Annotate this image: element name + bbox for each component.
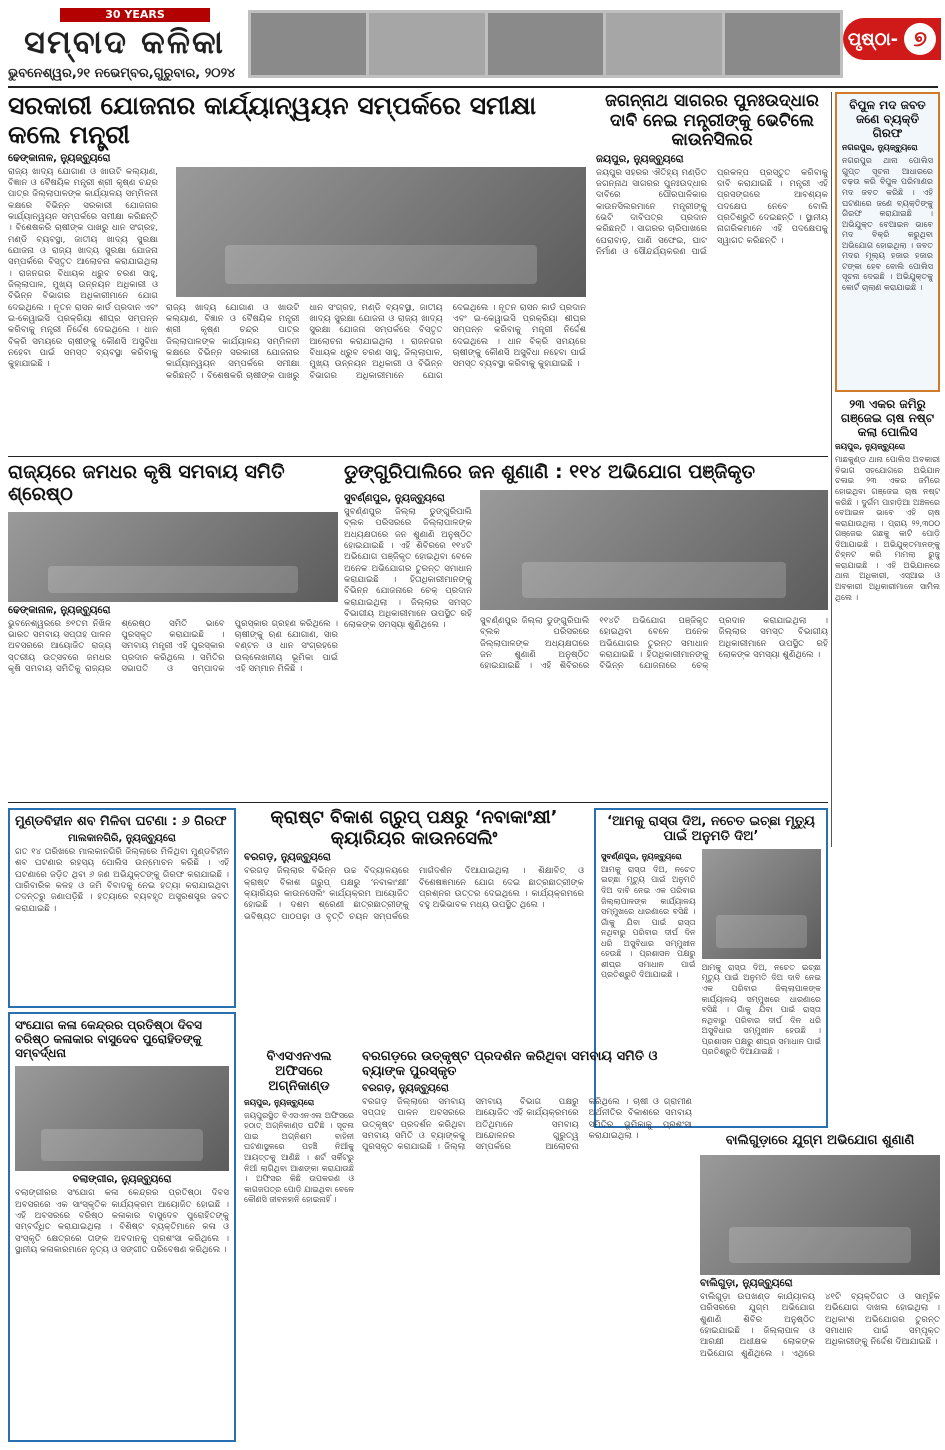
page-label: ପୃଷ୍ଠା- — [847, 28, 899, 50]
banner-photo-art — [606, 13, 721, 75]
byline: ବରଗଡ଼, ନ୍ୟୁଜ୍‌ବ୍ୟୁରୋ — [362, 1082, 449, 1094]
masthead-rule — [8, 86, 938, 88]
article-body: ନଗରପୁର ଥାନା ପୋଲିସ ଗୁପ୍ତ ସୂଚନା ଆଧାରରେ ଚଢ଼ଉ କରି ବିପୁଳ ପରିମାଣର ମଦ ଜବତ କରିଛି । ଏହି ଘଟଣାରେ ଜଣେ ବ୍ୟକ୍ତିଙ୍କୁ ଗିରଫ କରାଯାଇଛି । ଅଭିଯୁକ୍ତ ବେଆଇନ ଭାବେ ମଦ ବିକ୍ରି କରୁଥିବା ଅଭିଯୋଗ ହୋଇଥିଲା । ଜବତ ମଦର ମୂଲ୍ୟ ହଜାର ହଜାର ଟଙ୍କା ହେବ ବୋଲି ପୋଲିସ ସୂଚନା ଦେଇଛି । ଅଭିଯୁକ୍ତକୁ କୋର୍ଟ ଚାଲାଣ କରାଯାଇଛି । — [842, 156, 933, 292]
section-rule — [8, 802, 828, 803]
headline: ମୁଣ୍ଡବିହୀନ ଶବ ମିଳିବା ଘଟଣା : ୬ ଗିରଫ — [15, 814, 227, 829]
photo-meeting — [176, 167, 586, 297]
article-bargarh-cooperative-awards — [362, 1050, 692, 1442]
article-body: ବରଗଡ଼ ଜିଲ୍ଲାରେ ସମବାୟ ସପ୍ତାହ ପାଳନ ଅବସରରେ ଉତ୍କୃଷ୍ଟ ପ୍ରଦର୍ଶନ କରିଥିବା ସମବାୟ ସମିତି ଓ ବ୍ୟାଙ୍କକୁ ପୁରସ୍କୃତ କରାଯାଇଛି । ଜିଲ୍ଲା ସମବାୟ ବିଭାଗ ପକ୍ଷରୁ ଆୟୋଜିତ ଏହି କାର୍ଯ୍ୟକ୍ରମରେ ଅତିଥିମାନେ ସମବାୟ ଆନ୍ଦୋଳନର ଗୁରୁତ୍ୱ ସମ୍ପର୍କରେ ଆଲୋଚନା କରିଥିଲେ । ଚାଷୀ ଓ ଗ୍ରାମୀଣ ଅର୍ଥନୀତିର ବିକାଶରେ ସମବାୟ ସମିତିର ଭୂମିକାକୁ ପ୍ରଶଂସା କରାଯାଇଥିଲା । — [362, 1096, 692, 1153]
byline: ମାଲକାନଗିରି, ନ୍ୟୁଜ୍‌ବ୍ୟୁରୋ — [68, 832, 176, 844]
article-body: ଆମକୁ ରାସ୍ତା ଦିଅ, ନଚେତ ଇଚ୍ଛା ମୃତ୍ୟୁ ପାଇଁ ଅନୁମତି ଦିଅ ଦାବି ନେଇ ଏକ ପରିବାର ଜିଲ୍ଲାପାଳଙ୍କ କାର୍ଯ୍ୟାଳୟ ସମ୍ମୁଖରେ ଧାରଣାରେ ବସିଛି । ଗାଁକୁ ଯିବା ପାଇଁ ରାସ୍ତା ନଥିବାରୁ ପରିବାର ଦୀର୍ଘ ଦିନ ଧରି ଅସୁବିଧାର ସମ୍ମୁଖୀନ ହେଉଛି । ପ୍ରଶାସନ ପକ୍ଷରୁ ଶୀଘ୍ର ସମାଧାନ ପାଇଁ ପ୍ରତିଶ୍ରୁତି ଦିଆଯାଇଛି । — [601, 864, 696, 980]
article-cooperative-best — [8, 462, 338, 797]
column-rule — [831, 92, 832, 847]
article-body-continued: ସୁବର୍ଣ୍ଣପୁର ଜିଲ୍ଲା ଡୁଙ୍ଗୁରିପାଲି ବ୍ଲକ ପରିସରରେ ଜିଲ୍ଲାପାଳଙ୍କ ଅଧ୍ୟକ୍ଷତାରେ ଜନ ଶୁଣାଣି ଅନୁଷ୍ଠିତ ହୋଇଯାଇଛି । ଏହି ଶିବିରରେ ୧୧୪ଟି ଅଭିଯୋଗ ପଞ୍ଜିକୃତ ହୋଇଥିବା ବେଳେ ଅନେକ ଅଭିଯୋଗର ତୁରନ୍ତ ସମାଧାନ କରାଯାଇଛି । ହିତାଧିକାରୀମାନଙ୍କୁ ବିଭିନ୍ନ ଯୋଜନାରେ ଚେକ୍ ପ୍ରଦାନ କରାଯାଇଥିଲା । ଜିଲ୍ଲାର ସମସ୍ତ ବିଭାଗୀୟ ଅଧିକାରୀମାନେ ଉପସ୍ଥିତ ରହି ଲୋକଙ୍କ ସମସ୍ୟା ଶୁଣିଥିଲେ । — [480, 615, 828, 672]
headline: ସରକାରୀ ଯୋଜନାର କାର୍ଯ୍ୟାନ୍ୱୟନ ସମ୍ପର୍କରେ ସମୀକ୍ଷା କଲେ ମନ୍ତ୍ରୀ — [8, 92, 537, 149]
byline: ବରଗଡ଼, ନ୍ୟୁଜ୍‌ବ୍ୟୁରୋ — [244, 852, 331, 864]
article-headless-body — [8, 808, 236, 1008]
photo-award-ceremony — [8, 512, 338, 602]
article-body-continued: ରାଜ୍ୟ ଖାଦ୍ୟ ଯୋଗାଣ ଓ ଖାଉଟି କଲ୍ୟାଣ, ବିଜ୍ଞାନ ଓ ବୈଷୟିକ ମନ୍ତ୍ରୀ ଶ୍ରୀ କୃଷ୍ଣ ଚନ୍ଦ୍ର ପାତ୍ର ଜିଲ୍ଲାପାଳଙ୍କ କାର୍ଯ୍ୟାଳୟ ସମ୍ମିଳନୀ କକ୍ଷରେ ବିଭିନ୍ନ ସରକାରୀ ଯୋଜନାର କାର୍ଯ୍ୟାନ୍ୱୟନ ସମ୍ପର୍କରେ ସମୀକ୍ଷା କରିଛନ୍ତି । ବିଶେଷକରି ଚାଷୀଙ୍କ ପାଖରୁ ଧାନ ସଂଗ୍ରହ, ମଣ୍ଡି ବ୍ୟବସ୍ଥା, ଜାତୀୟ ଖାଦ୍ୟ ସୁରକ୍ଷା ଯୋଜନା ଓ ରାଜ୍ୟ ଖାଦ୍ୟ ସୁରକ୍ଷା ଯୋଜନା ସମ୍ପର୍କରେ ବିସ୍ତୃତ ଆଲୋଚନା କରାଯାଇଥିଲା । ରାଜନଗର ବିଧାୟକ ଧ୍ରୁବ ଚରଣ ସାହୁ, ଜିଲ୍ଲାପାଳ, ମୁଖ୍ୟ ଉନ୍ନୟନ ଅଧିକାରୀ ଓ ବିଭିନ୍ନ ବିଭାଗର ଅଧିକାରୀମାନେ ଯୋଗ ଦେଇଥିଲେ । ନୂତନ ରାସନ କାର୍ଡ ପ୍ରଦାନ ଏବଂ ଇ-କେୱାଇସି ପ୍ରକ୍ରିୟା ଶୀଘ୍ର ସମ୍ପନ୍ନ କରିବାକୁ ମନ୍ତ୍ରୀ ନିର୍ଦ୍ଦେଶ ଦେଇଥିଲେ । ଧାନ ବିକ୍ରି ସମୟରେ ଚାଷୀଙ୍କୁ କୌଣସି ଅସୁବିଧା ନହେବା ପାଇଁ ସମସ୍ତ ବ୍ୟବସ୍ଥା କରିବାକୁ କୁହାଯାଇଛି । — [166, 302, 586, 381]
article-body: ବଲାଙ୍ଗୀରର ସଂଯୋଗ କଳା କେନ୍ଦ୍ରର ପ୍ରତିଷ୍ଠା ଦିବସ ଅବସରରେ ଏକ ସାଂସ୍କୃତିକ କାର୍ଯ୍ୟକ୍ରମ ଆୟୋଜିତ ହୋଇଛି । ଏହି ଅବସରରେ ବରିଷ୍ଠ କଳାକାର ବାସୁଦେବ ପୁରୋହିତଙ୍କୁ ସମ୍ବର୍ଦ୍ଧିତ କରାଯାଇଥିଲା । ବିଶିଷ୍ଟ ବ୍ୟକ୍ତିମାନେ କଳା ଓ ସଂସ୍କୃତି କ୍ଷେତ୍ରରେ ତାଙ୍କ ଅବଦାନକୁ ପ୍ରଶଂସା କରିଥିଲେ । ସ୍ଥାନୀୟ କଳାକାରମାନେ ନୃତ୍ୟ ଓ ସଙ୍ଗୀତ ପରିବେଷଣ କରିଥିଲେ । — [15, 1188, 229, 1256]
article-jagannath-sagar — [596, 92, 828, 452]
article-body: ଗତ ୧୪ ତାରିଖରେ ମାଲକାନଗିରି ଜିଲ୍ଲାରେ ମିଳିଥିବା ମୁଣ୍ଡବିହୀନ ଶବ ଘଟଣାର ରହସ୍ୟ ପୋଲିସ ଉନ୍ମୋଚନ କରିଛି । ଏହି ଘଟଣାରେ ଜଡ଼ିତ ଥିବା ୬ ଜଣ ଅଭିଯୁକ୍ତଙ୍କୁ ଗିରଫ କରାଯାଇଛି । ପାରିବାରିକ କଳହ ଓ ଜମି ବିବାଦକୁ ନେଇ ହତ୍ୟା କରାଯାଇଥିବା ତଦନ୍ତରୁ ଜଣାପଡ଼ିଛି । ହତ୍ୟାରେ ବ୍ୟବହୃତ ଅସ୍ତ୍ରଶସ୍ତ୍ର ଜବତ କରାଯାଇଛି । — [15, 846, 229, 914]
photo-grievance-hearing — [700, 1155, 940, 1275]
headline: ବାଲିଗୁଡ଼ାରେ ଯୁଗ୍ମ ଅଭିଯୋଗ ଶୁଣାଣି — [725, 1134, 915, 1148]
newspaper-logo: ସମ୍ବାଦ କଳିକା — [24, 23, 225, 61]
article-body: ଭୁବନେଶ୍ୱରରେ ୭୧ତମ ନିଖିଳ ଭାରତ ସମବାୟ ସପ୍ତାହ ପାଳନ ଅବସରରେ ଆୟୋଜିତ ରାଜ୍ୟ ସ୍ତରୀୟ ଉତ୍ସବରେ ଜମଧର କୃଷି ସମବାୟ ସମିତିକୁ ରାଜ୍ୟର ଶ୍ରେଷ୍ଠ ସମିତି ଭାବେ ପୁରସ୍କୃତ କରାଯାଇଛି । ସମବାୟ ମନ୍ତ୍ରୀ ଏହି ପୁରସ୍କାର ପ୍ରଦାନ କରିଥିଲେ । ସମିତିର ସଭାପତି ଓ ସମ୍ପାଦକ ପୁରସ୍କାର ଗ୍ରହଣ କରିଥିଲେ । ଚାଷୀଙ୍କୁ ଋଣ ଯୋଗାଣ, ସାର ବଣ୍ଟନ ଓ ଧାନ ସଂଗ୍ରହରେ ଉଲ୍ଲେଖନୀୟ ଭୂମିକା ପାଇଁ ଏହି ସମ୍ମାନ ମିଳିଛି । — [8, 618, 338, 675]
article-career-counselling — [244, 808, 584, 1043]
article-liquor-seized — [835, 92, 940, 392]
dateline: ଭୁବନେଶ୍ୱର,୨୧ ନଭେମ୍ବର,ଗୁରୁବାର, ୨୦୨୪ — [8, 66, 236, 81]
headline: ‘ଆମକୁ ରାସ୍ତା ଦିଅ, ନଚେତ ଇଚ୍ଛା ମୃତ୍ୟୁ ପାଇଁ ଅନୁମତି ଦିଅ’ — [607, 814, 815, 844]
byline: ବଲାଙ୍ଗୀର, ନ୍ୟୁଜ୍‌ବ୍ୟୁରୋ — [72, 1174, 172, 1186]
banner-photo-temple — [251, 13, 366, 75]
article-body: ବାଲିଗୁଡ଼ା ଉପଖଣ୍ଡ କାର୍ଯ୍ୟାଳୟ ପରିସରରେ ଯୁଗ୍ମ ଅଭିଯୋଗ ଶୁଣାଣି ଶିବିର ଅନୁଷ୍ଠିତ ହୋଇଯାଇଛି । ଜିଲ୍ଲାପାଳ ଓ ଆରକ୍ଷୀ ଅଧୀକ୍ଷକ ଲୋକଙ୍କ ଅଭିଯୋଗ ଶୁଣିଥିଲେ । ଏଥିରେ ୪୧ଟି ବ୍ୟକ୍ତିଗତ ଓ ସାମୂହିକ ଅଭିଯୋଗ ଦାଖଲ ହୋଇଥିଲା । ଅଧିକାଂଶ ଅଭିଯୋଗର ତୁରନ୍ତ ସମାଧାନ ପାଇଁ ସମ୍ପୃକ୍ତ ଅଧିକାରୀଙ୍କୁ ନିର୍ଦ୍ଦେଶ ଦିଆଯାଇଛି । — [700, 1291, 940, 1359]
article-dunguripali-hearing — [344, 462, 828, 797]
headline: ବିପୁଳ ମଦ ଜବତ ଜଣେ ବ୍ୟକ୍ତି ଗିରଫ — [849, 98, 926, 140]
byline: ଜୟପୁର, ନ୍ୟୁଜ୍‌ବ୍ୟୁରୋ — [835, 442, 906, 452]
headline: ସଂଯୋଗ କଳା କେନ୍ଦ୍ରର ପ୍ରତିଷ୍ଠା ଦିବସ ବରିଷ୍ଠ କଳାକାର ବାସୁଦେବ ପୁରୋହିତଙ୍କୁ ସମ୍ବର୍ଦ୍ଧନା — [15, 1018, 202, 1060]
banner-photo-crafts — [369, 13, 484, 75]
byline: ନଗରପୁର, ନ୍ୟୁଜ୍‌ବ୍ୟୁରୋ — [842, 143, 918, 153]
byline: ଢେଙ୍କାନାଳ, ନ୍ୟୁଜ୍‌ବ୍ୟୁରୋ — [8, 604, 111, 616]
article-minister-review — [8, 92, 586, 452]
article-bsnl-fire — [244, 1050, 354, 1442]
byline: ସୁବର୍ଣ୍ଣପୁର, ନ୍ୟୁଜ୍‌ବ୍ୟୁରୋ — [601, 851, 682, 861]
byline: ସୁବର୍ଣ୍ଣପୁର, ନ୍ୟୁଜ୍‌ବ୍ୟୁରୋ — [344, 492, 445, 504]
headline: ୨୩ ଏକର ଜମିରୁ ଗଞ୍ଜେଇ ଚାଷ ନଷ୍ଟ କଲା ପୋଲିସ — [840, 398, 935, 439]
masthead — [0, 0, 945, 85]
anniversary-badge: 30 YEARS — [60, 8, 210, 22]
headline: କ୍ରାଷ୍ଟ ବିକାଶ ଗ୍ରୁପ୍ ପକ୍ଷରୁ ‘ନବାକାଂକ୍ଷୀ’ କ୍ୟାରିୟର କାଉନସେଲିଂ — [270, 808, 558, 849]
article-body: ମାଛକୁଣ୍ଡ ଥାନା ପୋଲିସ ଅବକାରୀ ବିଭାଗ ସହଯୋଗରେ ଅଭିଯାନ ଚଳାଇ ୨୩ ଏକର ଜମିରେ ହୋଇଥିବା ଗଞ୍ଜେଇ ଚାଷ ନଷ୍ଟ କରିଛି । ଦୁର୍ଗମ ପାହାଡ଼ିଆ ଅଞ୍ଚଳରେ ବେଆଇନ ଭାବେ ଏହି ଚାଷ କରାଯାଉଥିଲା । ପ୍ରାୟ ୨୨,୩୦୦ ଗଞ୍ଜେଇ ଗଛକୁ କାଟି ପୋଡ଼ି ଦିଆଯାଇଛି । ଅଭିଯୁକ୍ତମାନଙ୍କୁ ଚିହ୍ନଟ କରି ମାମଲା ରୁଜୁ କରାଯାଇଛି । ଏହି ଅଭିଯାନରେ ଥାନା ଅଧିକାରୀ, ଏସ୍‌ଆଇ ଓ ଅବକାରୀ ଅଧିକାରୀମାନେ ସାମିଲ ଥିଲେ । — [835, 455, 940, 602]
byline: ଢେଙ୍କାନାଳ, ନ୍ୟୁଜ୍‌ବ୍ୟୁରୋ — [8, 152, 111, 164]
headline: ଡୁଙ୍ଗୁରିପାଲିରେ ଜନ ଶୁଣାଣି : ୧୧୪ ଅଭିଯୋଗ ପଞ୍ଜିକୃତ — [344, 462, 756, 483]
article-ganja-destroyed — [835, 398, 940, 848]
page-number-badge — [843, 18, 941, 60]
byline: ଜୟପୁର, ନ୍ୟୁଜ୍‌ବ୍ୟୁରୋ — [244, 1097, 315, 1107]
banner-photo-women — [725, 13, 840, 75]
masthead-photo-banner — [248, 10, 843, 78]
headline: ରାଜ୍ୟରେ ଜମଧର କୃଷି ସମବାୟ ସମିତି ଶ୍ରେଷ୍ଠ — [8, 462, 285, 505]
article-kala-kendra — [8, 1012, 236, 1442]
headline: ବିଏସଏନଏଲ ଅଫିସରେ ଅଗ୍ନିକାଣ୍ଡ — [266, 1050, 332, 1094]
headline: ବରଗଡ଼ରେ ଉତ୍କୃଷ୍ଟ ପ୍ରଦର୍ଶନ କରିଥିବା ସମବାୟ ସମିତି ଓ ବ୍ୟାଙ୍କ ପୁରସ୍କୃତ — [362, 1050, 658, 1079]
article-body: ବରଗଡ଼ ଜିଲ୍ଲାର ବିଭିନ୍ନ ଉଚ୍ଚ ବିଦ୍ୟାଳୟରେ କ୍ରାଷ୍ଟ ବିକାଶ ଗ୍ରୁପ୍ ପକ୍ଷରୁ ‘ନବାକାଂକ୍ଷୀ’ କ୍ୟାରିୟର କାଉନସେଲିଂ କାର୍ଯ୍ୟକ୍ରମ ଆୟୋଜିତ ହୋଇଛି । ଦଶମ ଶ୍ରେଣୀ ଛାତ୍ରଛାତ୍ରୀଙ୍କୁ ଭବିଷ୍ୟତ ପାଠପଢ଼ା ଓ ବୃତ୍ତି ଚୟନ ସମ୍ପର୍କରେ ମାର୍ଗଦର୍ଶନ ଦିଆଯାଇଥିଲା । ଶିକ୍ଷାବିତ୍ ଓ ବିଶେଷଜ୍ଞମାନେ ଯୋଗ ଦେଇ ଛାତ୍ରଛାତ୍ରୀଙ୍କ ପ୍ରଶ୍ନର ଉତ୍ତର ଦେଇଥିଲେ । କାର୍ଯ୍ୟକ୍ରମରେ ବହୁ ଅଭିଭାବକ ମଧ୍ୟ ଉପସ୍ଥିତ ଥିଲେ । — [244, 866, 584, 922]
photo-felicitation — [15, 1066, 229, 1171]
page-number: ୭ — [904, 23, 936, 55]
byline: ଜୟପୁର, ନ୍ୟୁଜ୍‌ବ୍ୟୁରୋ — [596, 153, 684, 165]
article-body: ଜୟପୁରସ୍ଥିତ ବିଏସଏନଏଲ ଅଫିସରେ ହଠାତ୍ ଅଗ୍ନିକାଣ୍ଡ ଘଟିଛି । ସୂଚନା ପାଇ ଅଗ୍ନିଶମ ବାହିନୀ ଘଟଣାସ୍ଥଳରେ ପହଞ୍ଚି ନିଆଁକୁ ଆୟତ୍ତକୁ ଆଣିଛି । ଶର୍ଟ ସର୍କିଟରୁ ନିଆଁ ଲାଗିଥିବା ଆଶଙ୍କା କରାଯାଉଛି । ଅଫିସର କିଛି ଉପକରଣ ଓ କାଗଜପତ୍ର ପୋଡ଼ି ଯାଇଥିବା ବେଳେ କୌଣସି ଜୀବନହାନି ହୋଇନାହିଁ । — [244, 1110, 354, 1205]
article-baliguda-hearing — [700, 1134, 940, 1442]
article-body: ସୁବର୍ଣ୍ଣପୁର ଜିଲ୍ଲା ଡୁଙ୍ଗୁରିପାଲି ବ୍ଲକ ପରିସରରେ ଜିଲ୍ଲାପାଳଙ୍କ ଅଧ୍ୟକ୍ଷତାରେ ଜନ ଶୁଣାଣି ଅନୁଷ୍ଠିତ ହୋଇଯାଇଛି । ଏହି ଶିବିରରେ ୧୧୪ଟି ଅଭିଯୋଗ ପଞ୍ଜିକୃତ ହୋଇଥିବା ବେଳେ ଅନେକ ଅଭିଯୋଗର ତୁରନ୍ତ ସମାଧାନ କରାଯାଇଛି । ହିତାଧିକାରୀମାନଙ୍କୁ ବିଭିନ୍ନ ଯୋଜନାରେ ଚେକ୍ ପ୍ରଦାନ କରାଯାଇଥିଲା । ଜିଲ୍ଲାର ସମସ୍ତ ବିଭାଗୀୟ ଅଧିକାରୀମାନେ ଉପସ୍ଥିତ ରହି ଲୋକଙ୍କ ସମସ୍ୟା ଶୁଣିଥିଲେ । — [344, 506, 472, 631]
byline: ବାଲିଗୁଡ଼ା, ନ୍ୟୁଜ୍‌ବ୍ୟୁରୋ — [700, 1277, 793, 1289]
photo-dharna — [702, 849, 821, 959]
article-body: ରାଜ୍ୟ ଖାଦ୍ୟ ଯୋଗାଣ ଓ ଖାଉଟି କଲ୍ୟାଣ, ବିଜ୍ଞାନ ଓ ବୈଷୟିକ ମନ୍ତ୍ରୀ ଶ୍ରୀ କୃଷ୍ଣ ଚନ୍ଦ୍ର ପାତ୍ର ଜିଲ୍ଲାପାଳଙ୍କ କାର୍ଯ୍ୟାଳୟ ସମ୍ମିଳନୀ କକ୍ଷରେ ବିଭିନ୍ନ ସରକାରୀ ଯୋଜନାର କାର୍ଯ୍ୟାନ୍ୱୟନ ସମ୍ପର୍କରେ ସମୀକ୍ଷା କରିଛନ୍ତି । ବିଶେଷକରି ଚାଷୀଙ୍କ ପାଖରୁ ଧାନ ସଂଗ୍ରହ, ମଣ୍ଡି ବ୍ୟବସ୍ଥା, ଜାତୀୟ ଖାଦ୍ୟ ସୁରକ୍ଷା ଯୋଜନା ଓ ରାଜ୍ୟ ଖାଦ୍ୟ ସୁରକ୍ଷା ଯୋଜନା ସମ୍ପର୍କରେ ବିସ୍ତୃତ ଆଲୋଚନା କରାଯାଇଥିଲା । ରାଜନଗର ବିଧାୟକ ଧ୍ରୁବ ଚରଣ ସାହୁ, ଜିଲ୍ଲାପାଳ, ମୁଖ୍ୟ ଉନ୍ନୟନ ଅଧିକାରୀ ଓ ବିଭିନ୍ନ ବିଭାଗର ଅଧିକାରୀମାନେ ଯୋଗ ଦେଇଥିଲେ । ନୂତନ ରାସନ କାର୍ଡ ପ୍ରଦାନ ଏବଂ ଇ-କେୱାଇସି ପ୍ରକ୍ରିୟା ଶୀଘ୍ର ସମ୍ପନ୍ନ କରିବାକୁ ମନ୍ତ୍ରୀ ନିର୍ଦ୍ଦେଶ ଦେଇଥିଲେ । ଧାନ ବିକ୍ରି ସମୟରେ ଚାଷୀଙ୍କୁ କୌଣସି ଅସୁବିଧା ନହେବା ପାଇଁ ସମସ୍ତ ବ୍ୟବସ୍ଥା କରିବାକୁ କୁହାଯାଇଛି । — [8, 166, 158, 370]
article-body: ଜୟପୁର ସହରର ଐତିହ୍ୟ ମଣ୍ଡିତ ଜଗନ୍ନାଥ ସାଗରର ପୁନଃଉଦ୍ଧାର ଦାବିରେ ପୌରପାଳିକାର କାଉନସିଲରମାନେ ମନ୍ତ୍ରୀଙ୍କୁ ଭେଟି ଦାବିପତ୍ର ପ୍ରଦାନ କରିଛନ୍ତି । ସାଗରର ଚାରିପାଖରେ ଘେରାବାଡ଼, ପାଣି ସଫେଇ, ଘାଟ ନିର୍ମାଣ ଓ ସୌନ୍ଦର୍ଯ୍ୟକରଣ ପାଇଁ ପ୍ରକଳ୍ପ ପ୍ରସ୍ତୁତ କରିବାକୁ ଦାବି କରାଯାଇଛି । ମନ୍ତ୍ରୀ ଏହି ପ୍ରସଙ୍ଗରେ ଆବଶ୍ୟକ ପଦକ୍ଷେପ ନେବେ ବୋଲି ପ୍ରତିଶ୍ରୁତି ଦେଇଛନ୍ତି । ସ୍ଥାନୀୟ ନାଗରିକମାନେ ଏହି ପଦକ୍ଷେପକୁ ସ୍ୱାଗତ କରିଛନ୍ତି । — [596, 167, 828, 258]
section-rule — [8, 456, 828, 457]
banner-photo-children — [488, 13, 603, 75]
photo-cheque-handover — [480, 490, 828, 610]
article-body-continued: ଆମକୁ ରାସ୍ତା ଦିଅ, ନଚେତ ଇଚ୍ଛା ମୃତ୍ୟୁ ପାଇଁ ଅନୁମତି ଦିଅ ଦାବି ନେଇ ଏକ ପରିବାର ଜିଲ୍ଲାପାଳଙ୍କ କାର୍ଯ୍ୟାଳୟ ସମ୍ମୁଖରେ ଧାରଣାରେ ବସିଛି । ଗାଁକୁ ଯିବା ପାଇଁ ରାସ୍ତା ନଥିବାରୁ ପରିବାର ଦୀର୍ଘ ଦିନ ଧରି ଅସୁବିଧାର ସମ୍ମୁଖୀନ ହେଉଛି । ପ୍ରଶାସନ ପକ୍ଷରୁ ଶୀଘ୍ର ସମାଧାନ ପାଇଁ ପ୍ରତିଶ୍ରୁତି ଦିଆଯାଇଛି । — [701, 962, 821, 1057]
headline: ଜଗନ୍ନାଥ ସାଗରର ପୁନଃଉଦ୍ଧାର ଦାବି ନେଇ ମନ୍ତ୍ରୀଙ୍କୁ ଭେଟିଲେ କାଉନସିଲର — [605, 92, 819, 151]
